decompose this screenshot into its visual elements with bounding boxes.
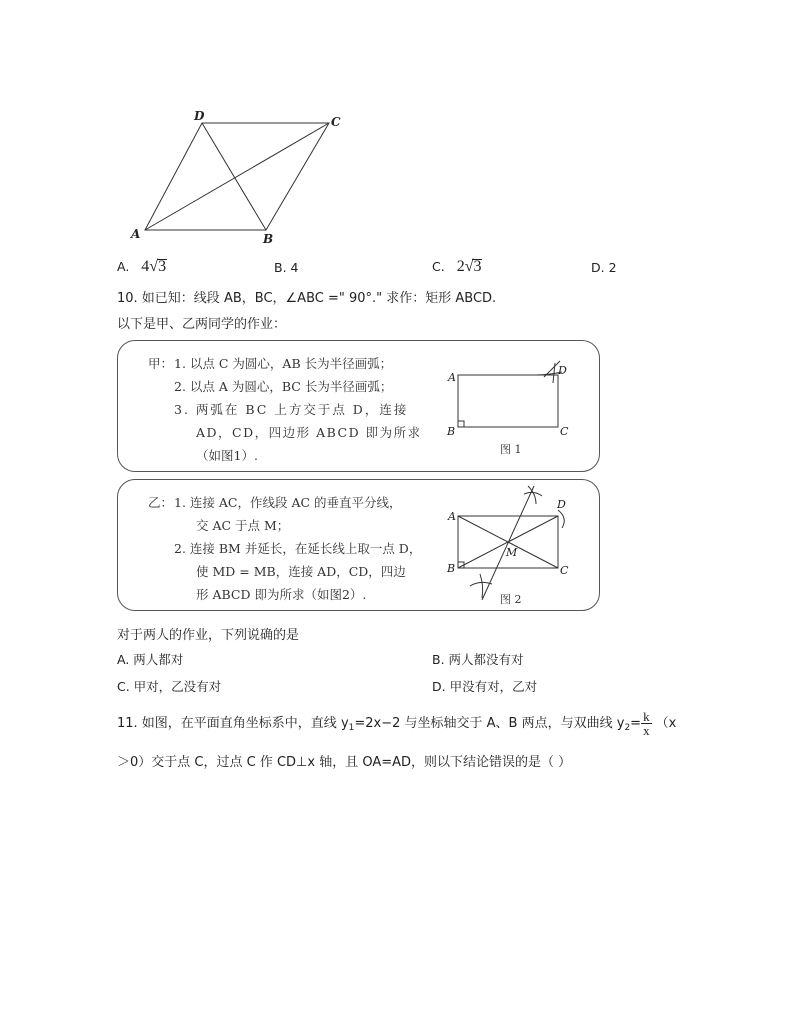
q10-question: 对于两人的作业，下列说确的是 (117, 628, 300, 643)
fig1-label-a: A (448, 371, 456, 384)
q10-option-c: C. 甲对，乙没有对 (117, 679, 222, 694)
fig1-label-b: B (447, 425, 456, 438)
yi-step-2-cont: 使 MD = MB，连接 AD，CD，四边 (196, 564, 406, 579)
q9-option-a: A. 4√3 (117, 258, 167, 275)
jia-step-1: 1. 以点 C 为圆心，AB 长为半径画弧； (174, 356, 393, 371)
jia-step-2: 2. 以点 A 为圆心，BC 长为半径画弧； (174, 379, 393, 394)
fig2-label-b: B (447, 562, 456, 575)
yi-head: 乙： (148, 495, 174, 510)
sqrt-icon: √ (149, 258, 159, 275)
rhombus-figure (125, 108, 350, 248)
jia-head: 甲： (148, 356, 174, 371)
fig2-caption: 图 2 (500, 593, 522, 606)
q10-intro: 以下是甲、乙两同学的作业： (117, 317, 287, 332)
yi-step-1: 1. 连接 AC，作线段 AC 的垂直平分线， (174, 495, 402, 510)
fig1-label-d: D (558, 364, 567, 377)
q9-option-b: B. 4 (274, 260, 299, 275)
fig2-label-m: M (506, 546, 518, 559)
yi-step-2: 2. 连接 BM 并延长，在延长线上取一点 D， (174, 541, 422, 556)
label-a: A (131, 227, 141, 241)
fig2-label-a: A (448, 510, 456, 523)
yi-step-1-cont: 交 AC 于点 M； (196, 518, 290, 533)
jia-step-3: 3. 两弧在 BC 上方交于点 D，连接 (174, 402, 409, 417)
fraction-k-over-x: $\frac{k}{x}$ (643, 709, 650, 738)
q10-stem: 10. 如已知：线段 AB，BC，∠ABC =" 90°." 求作：矩形 ABCD. (117, 291, 497, 306)
q11-stem-line1: 11. 如图，在平面直角坐标系中，直线 $y_1=2x-2$ 与坐标轴交于 A、B 两点，与双曲线 $y_2=$ $\frac{k}{x}$ （x (117, 709, 677, 738)
label-b: B (263, 232, 274, 246)
q10-option-a: A. 两人都对 (117, 652, 184, 667)
q9-option-c: C. 2√3 (432, 258, 482, 275)
fig1-label-c: C (560, 425, 569, 438)
fig2-label-d: D (557, 498, 566, 511)
sqrt-icon: √ (464, 258, 474, 275)
fig1-caption: 图 1 (500, 443, 522, 456)
q10-option-d: D. 甲没有对，乙对 (432, 679, 538, 694)
q9-option-d: D. 2 (591, 260, 617, 275)
label-c: C (331, 115, 341, 129)
label-d: D (194, 109, 205, 123)
jia-step-3-end: （如图1）. (196, 448, 258, 463)
jia-step-3-cont: AD，CD，四边形 ABCD 即为所求 (196, 425, 422, 440)
q10-option-b: B. 两人都没有对 (432, 652, 524, 667)
yi-step-2-end: 形 ABCD 即为所求（如图2）. (196, 587, 367, 602)
figure-1 (440, 355, 580, 465)
figure-2 (440, 482, 580, 607)
fig2-label-c: C (560, 564, 569, 577)
q11-stem-line2: ＞0）交于点 C，过点 C 作 CD⊥x 轴，且 OA=AD，则以下结论错误的是（ ） (117, 755, 572, 770)
